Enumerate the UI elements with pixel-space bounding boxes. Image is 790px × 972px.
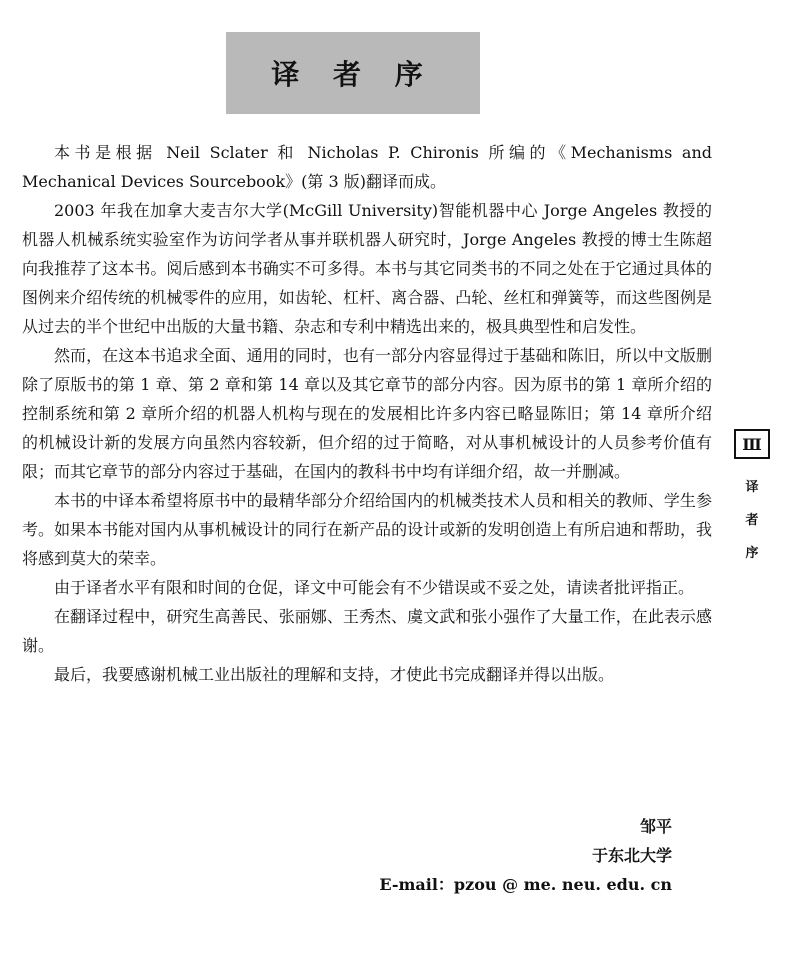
page-title: 译 者 序 [271, 58, 435, 91]
paragraph-5: 由于译者水平有限和时间的仓促，译文中可能会有不少错误或不妥之处，请读者批评指正。 [54, 578, 695, 597]
page-number: Ⅲ [734, 429, 770, 459]
translator-affiliation: 于东北大学 [591, 846, 672, 865]
paragraph-7: 最后，我要感谢机械工业出版社的理解和支持，才使此书完成翻译并得以出版。 [54, 665, 615, 684]
side-section-label [745, 471, 758, 570]
side-label-char: 序 [745, 546, 759, 561]
translator-name: 邹平 [639, 817, 672, 836]
translator-email: E-mail：pzou @ me. neu. edu. cn [379, 875, 672, 894]
paragraph-4: 本书的中译本希望将原书中的最精华部分介绍给国内的机械类技术人员和相关的教师、学生参考。如果本书能对国内从事机械设计的同行在新产品的设计或新的发明创造上有所启迪和帮助，我将感到莫大的荣幸。 [22, 491, 712, 568]
side-tab [730, 429, 774, 570]
side-label-char: 译 [745, 480, 759, 495]
paragraph-3: 然而，在这本书追求全面、通用的同时，也有一部分内容显得过于基础和陈旧，所以中文版删除了原版书的第 1 章、第 2 章和第 14 章以及其它章节的部分内容。因为原书的第 1 章所介绍的控制系统和第 2 章所介绍的机器人机构与现在的发展相比许多内容已略显陈旧；第 14 章所介绍的机械设计新的发展方向虽然内容较新，但介绍的过于简略，对从事机械设计的人员参考价值有限；而其它章节的部分内容过于基础，在国内的教科书中均有详细介绍，故一并删减。 [22, 346, 712, 481]
paragraph-6: 在翻译过程中，研究生高善民、张丽娜、王秀杰、虞文武和张小强作了大量工作，在此表示感谢。 [22, 607, 712, 655]
paragraph-2: 2003 年我在加拿大麦吉尔大学(McGill University)智能机器中心 Jorge Angeles 教授的机器人机械系统实验室作为访问学者从事并联机器人研究时，Jorge Angeles 教授的博士生陈超向我推荐了这本书。阅后感到本书确实不可多得。本书与其它同类书的不同之处在于它通过具体的图例来介绍传统的机械零件的应用，如齿轮、杠杆、离合器、凸轮、丝杠和弹簧等，而这些图例是从过去的半个世纪中出版的大量书籍、杂志和专利中精选出来的，极具典型性和启发性。 [22, 201, 712, 336]
signature-block [379, 812, 672, 899]
preface-body [22, 138, 712, 689]
title-banner [226, 32, 480, 114]
paragraph-1: 本书是根据 Neil Sclater 和 Nicholas P. Chironis 所编的《Mechanisms and Mechanical Devices Sourcebook》(第 3 版)翻译而成。 [22, 143, 712, 191]
side-label-char: 者 [745, 513, 759, 528]
